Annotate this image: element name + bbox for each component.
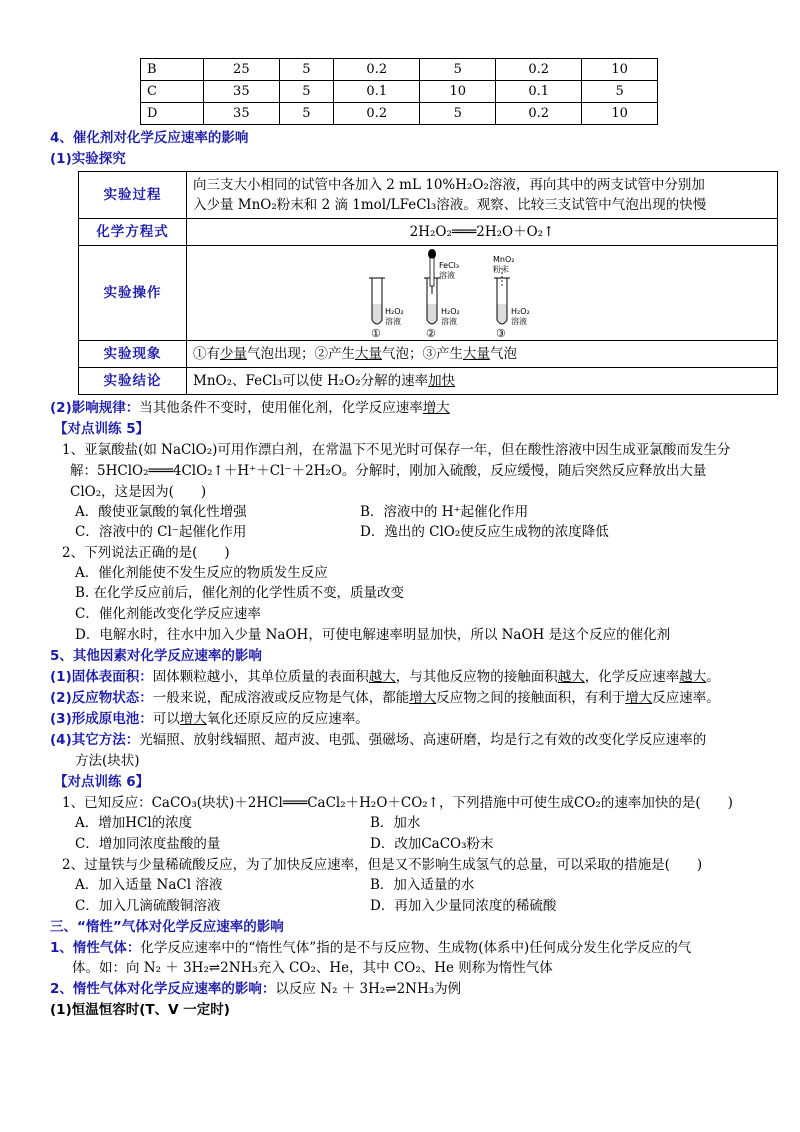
equation-cell: 2H₂O₂═══2H₂O＋O₂↑ [187, 219, 778, 246]
question-text: 1、亚氯酸盐(如 NaClO₂)可用作漂白剂，在常温下不见光时可保存一年，但在酸性溶液中因生成亚氯酸而发生分 [62, 442, 731, 458]
dropper-icon [428, 249, 436, 294]
table-row [79, 368, 778, 395]
text-span: 氧化还原反应的反应速率。 [206, 711, 369, 727]
text-span: 固体颗粒越小，其单位质量的表面积 [152, 669, 369, 685]
text-span: ①有 [193, 346, 220, 362]
row-label: 实验结论 [79, 368, 187, 395]
constant-tv-heading: (1)恒温恒容时(T、V 一定时) [50, 1002, 230, 1018]
text-span: 可以 [152, 711, 180, 727]
influence-rule [50, 398, 450, 418]
text-span: ，化学反应速率 [584, 669, 680, 685]
answer-blank: 增大 [179, 711, 207, 727]
table-row [79, 219, 778, 246]
answer-blank: 少量 [220, 346, 247, 362]
conclusion-cell [187, 368, 778, 395]
table-cell: 5 [420, 103, 496, 125]
answer-blank: 越大 [557, 669, 585, 685]
answer-blank: 增大 [625, 690, 653, 706]
text-span: 光辐照、放射线辐照、超声波、电弧、强磁场、高速研磨，均是行之有效的改变化学反应速率的 [139, 732, 707, 748]
question-text: ClO₂，这是因为( ) [70, 484, 207, 500]
table-cell: C [141, 81, 204, 103]
option-a: A．增加HCl的浓度 [75, 815, 193, 831]
text-span: 气泡出现；②产生 [247, 346, 355, 362]
test-tube-icon [369, 278, 385, 324]
test-tube-icon [494, 268, 510, 324]
text-span: 一般来说，配成溶液或反应物是气体，都能 [152, 690, 410, 706]
table-cell: 5 [279, 59, 333, 81]
table-cell: 0.1 [334, 81, 420, 103]
factor-other-cont: 方法(块状) [75, 753, 140, 769]
option-c: C．增加同浓度盐酸的量 [75, 836, 221, 852]
phenomenon-cell [187, 341, 778, 368]
text-span: ，与其他反应物的接触面积 [395, 669, 558, 685]
option-c: C．加入几滴硫酸铜溶液 [75, 898, 221, 914]
table-cell: 5 [582, 81, 658, 103]
text-span: 以反应 N₂ ＋ 3H₂⇌2NH₃为例 [275, 981, 462, 997]
table-row [79, 246, 778, 341]
row-label: 实验过程 [79, 172, 187, 219]
subsection-experiment: (1)实验探究 [50, 151, 126, 167]
section-5-title: 5、其他因素对化学反应速率的影响 [50, 648, 262, 664]
question-text: 解：5HClO₂═══4ClO₂↑＋H⁺＋Cl⁻＋2H₂O。分解时，刚加入硫酸，反应缓慢，随后突然反应释放出大量 [70, 463, 707, 479]
answer-blank: 增大 [409, 690, 437, 706]
table-cell: 25 [204, 59, 280, 81]
text-span: 。 [706, 669, 720, 685]
factor-label: (1)固体表面积： [50, 669, 153, 685]
training-6-title: 【对点训练 6】 [54, 774, 150, 790]
factor-label: (4)其它方法： [50, 732, 140, 748]
inert-gas-effect [50, 979, 461, 999]
option-a: A．加入适量 NaCl 溶液 [75, 877, 223, 893]
table-cell: 10 [582, 59, 658, 81]
text-span: 当其他条件不变时，使用催化剂，化学反应速率 [139, 400, 423, 416]
tube-2-number: ② [426, 327, 436, 340]
answer-blank: 大量 [355, 346, 382, 362]
table-cell: 0.1 [496, 81, 582, 103]
question-text: 1、已知反应：CaCO₃(块状)＋2HCl═══CaCl₂＋H₂O＋CO₂↑，下列措施中可使生成CO₂的速率加快的是( ) [62, 795, 733, 811]
option-d: D．再加入少量同浓度的稀硫酸 [370, 898, 557, 914]
answer-blank: 增大 [422, 400, 450, 416]
factor-label: 1、惰性气体： [50, 940, 141, 956]
option-b: B. 在化学反应前后，催化剂的化学性质不变，质量改变 [75, 585, 405, 601]
text-span: 气泡；③产生 [382, 346, 463, 362]
factor-label: (2)反应物状态： [50, 690, 153, 706]
table-cell: 0.2 [334, 59, 420, 81]
table-cell: 0.2 [334, 103, 420, 125]
answer-blank: 越大 [368, 669, 396, 685]
factor-surface-area [50, 667, 720, 687]
process-cell [187, 172, 778, 219]
inert-gas-definition [50, 938, 691, 958]
option-c: C．催化剂能改变化学反应速率 [75, 606, 261, 622]
tube-3-reagent: MnO₂ [493, 255, 515, 264]
factor-label: 2、惰性气体对化学反应速率的影响： [50, 981, 276, 997]
table-cell: 10 [582, 103, 658, 125]
table-cell: 5 [279, 81, 333, 103]
data-table [140, 58, 658, 125]
training-5-title: 【对点训练 5】 [54, 421, 150, 437]
tube-1-label: 溶液 [385, 317, 401, 326]
text-span: MnO₂、FeCl₃可以使 H₂O₂分解的速率 [193, 373, 429, 389]
text-span: 气泡 [490, 346, 517, 362]
tube-2-label: H₂O₂ [441, 307, 460, 316]
option-b: B．溶液中的 H⁺起催化作用 [360, 504, 529, 520]
process-line: 向三支大小相同的试管中各加入 2 mL 10%H₂O₂溶液，再向其中的两支试管中分别加 [193, 177, 705, 193]
subsection-label: (2)影响规律： [50, 400, 140, 416]
option-b: B．加水 [370, 815, 421, 831]
tube-1-label: H₂O₂ [385, 307, 404, 316]
tube-2-label: 溶液 [441, 317, 457, 326]
table-cell: 5 [420, 59, 496, 81]
table-row [141, 103, 658, 125]
tube-3-label: H₂O₂ [511, 307, 530, 316]
table-cell: 5 [279, 103, 333, 125]
experiment-table [78, 171, 778, 395]
table-cell: 0.2 [496, 103, 582, 125]
option-c: C．溶液中的 Cl⁻起催化作用 [75, 524, 247, 540]
factor-galvanic-cell [50, 709, 369, 729]
apparatus-cell [187, 246, 778, 341]
option-d: D．改加CaCO₃粉末 [370, 836, 494, 852]
tube-1-number: ① [371, 327, 381, 340]
text-span: 化学反应速率中的“惰性气体”指的是不与反应物、生成物(体系中)任何成分发生化学反应的气 [140, 940, 692, 956]
factor-other [50, 730, 706, 750]
process-line: 入少量 MnO₂粉末和 2 滴 1mol/LFeCl₃溶液。观察、比较三支试管中气泡出现的快慢 [193, 197, 707, 213]
section-4-title: 4、催化剂对化学反应速率的影响 [50, 130, 249, 146]
table-row [79, 172, 778, 219]
section-3-title: 三、“惰性”气体对化学反应速率的影响 [50, 919, 284, 935]
tube-3-reagent: 粉末 [493, 265, 509, 274]
option-d: D．电解水时，往水中加入少量 NaOH，可使电解速率明显加快，所以 NaOH 是这个反应的催化剂 [75, 627, 671, 643]
table-row [141, 81, 658, 103]
table-cell: D [141, 103, 204, 125]
tube-3-label: 溶液 [511, 317, 527, 326]
row-label: 实验现象 [79, 341, 187, 368]
factor-label: (3)形成原电池： [50, 711, 153, 727]
table-cell: B [141, 59, 204, 81]
option-a: A．酸使亚氯酸的氧化性增强 [75, 504, 247, 520]
factor-state [50, 688, 720, 708]
table-cell: 0.2 [496, 59, 582, 81]
answer-blank: 加快 [428, 373, 456, 389]
test-tubes-diagram [187, 246, 777, 340]
table-row [141, 59, 658, 81]
table-cell: 35 [204, 103, 280, 125]
text-span: 反应物之间的接触面积，有利于 [436, 690, 626, 706]
tube-2-reagent: FeCl₃ [439, 261, 460, 270]
option-d: D．逸出的 ClO₂使反应生成物的浓度降低 [360, 524, 609, 540]
question-text: 2、过量铁与少量稀硫酸反应，为了加快反应速率，但是又不影响生成氢气的总量，可以采取的措施是( ) [62, 857, 703, 873]
answer-blank: 大量 [463, 346, 490, 362]
table-cell: 35 [204, 81, 280, 103]
tube-2-reagent: 溶液 [439, 271, 455, 280]
table-row [79, 341, 778, 368]
row-label: 实验操作 [79, 246, 187, 341]
option-a: A．催化剂能使不发生反应的物质发生反应 [75, 565, 328, 581]
text-span: 反应速率。 [652, 690, 720, 706]
table-cell: 10 [420, 81, 496, 103]
row-label: 化学方程式 [79, 219, 187, 246]
inert-gas-definition-cont: 体。如：向 N₂ ＋ 3H₂⇌2NH₃充入 CO₂、He，其中 CO₂、He 则称为惰性气体 [72, 960, 553, 976]
tube-3-number: ③ [496, 327, 506, 340]
option-b: B．加入适量的水 [370, 877, 475, 893]
question-text: 2、下列说法正确的是( ) [62, 545, 230, 561]
answer-blank: 越大 [679, 669, 707, 685]
